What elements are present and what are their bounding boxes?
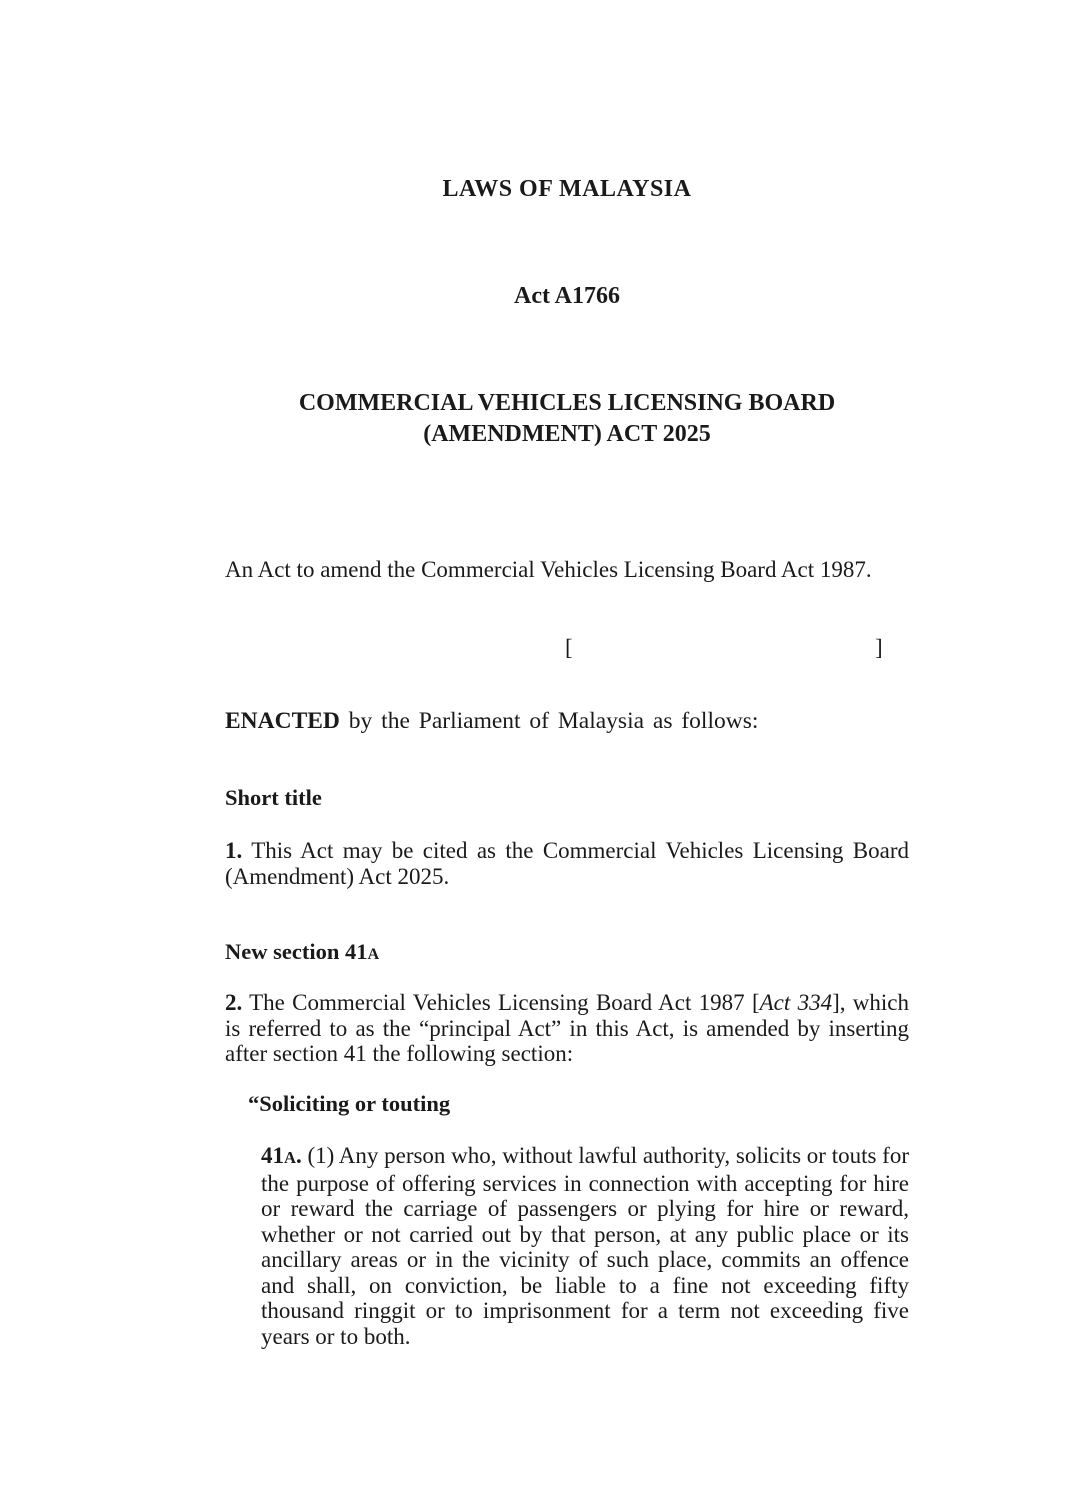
section-1-number: 1.	[225, 838, 243, 863]
laws-of-malaysia-heading: LAWS OF MALAYSIA	[442, 176, 692, 202]
act-title-line-1: COMMERCIAL VEHICLES LICENSING BOARD	[298, 390, 836, 416]
section-1-body: This Act may be cited as the Commercial Vehicles Licensing Board (Amendment) Act 2025.	[225, 838, 909, 889]
inserted-section-text	[261, 1143, 909, 1349]
section-2-number: 2.	[225, 990, 243, 1015]
section-2-heading-suffix: A	[367, 945, 380, 963]
section-2-heading	[225, 939, 379, 965]
inserted-section-number-suffix: A	[284, 1148, 296, 1167]
section-2-act-ref: Act 334	[759, 990, 833, 1015]
act-title-line-2: (AMENDMENT) ACT 2025	[423, 421, 711, 447]
inserted-section-heading: “Soliciting or touting	[248, 1091, 451, 1116]
inserted-section-body: (1) Any person who, without lawful authority, solicits or touts for the purpose of offering services in connection with accepting for hire or reward the carriage of passengers or plying for hire or reward, whether or not carried out by that person, at any public place or its ancillary areas or in the vicinity of such place, commits an offence and shall, on conviction, be liable to a fine not exceeding fifty thousand ringgit or to imprisonment for a term not exceeding five years or to both.	[261, 1143, 910, 1349]
inserted-section-number	[261, 1143, 302, 1168]
enacting-text: by the Parliament of Malaysia as follows:	[339, 708, 759, 734]
section-1-heading: Short title	[225, 785, 322, 810]
long-title: An Act to amend the Commercial Vehicles Licensing Board Act 1987.	[225, 557, 872, 582]
inserted-section-number-main: 41	[261, 1143, 284, 1168]
enacting-clause	[225, 708, 758, 735]
act-number: Act A1766	[514, 283, 620, 309]
inserted-section-number-dot: .	[295, 1143, 302, 1168]
date-bracket-close: ]	[875, 635, 883, 660]
date-bracket-open: [	[565, 635, 573, 660]
section-2-body-before: The Commercial Vehicles Licensing Board Act 1987 [	[242, 990, 760, 1015]
act-title	[0, 388, 1073, 450]
section-2-heading-main: New section 41	[225, 939, 368, 964]
section-2-text	[225, 990, 909, 1067]
section-2-body-after: ], which is referred to as the “principal Act” in this Act, is amended by inserting after section 41 the following section:	[225, 990, 909, 1066]
section-1-text	[225, 838, 909, 889]
enacted-keyword: ENACTED	[225, 708, 340, 734]
